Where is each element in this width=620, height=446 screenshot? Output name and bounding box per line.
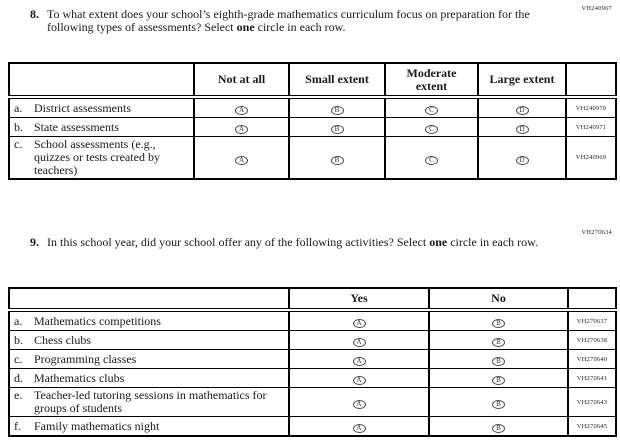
- item-code: VH240970: [566, 97, 616, 118]
- table-row: [9, 118, 616, 137]
- question-number: 9.: [30, 235, 39, 249]
- answer-bubble-no[interactable]: B: [492, 357, 505, 366]
- column-header-yes: Yes: [289, 288, 429, 310]
- q9-response-table: [8, 287, 617, 437]
- answer-bubble-moderate-extent[interactable]: C: [425, 156, 438, 165]
- answer-bubble-large-extent[interactable]: D: [516, 156, 529, 165]
- row-label: Programming classes: [34, 351, 137, 366]
- answer-bubble-yes[interactable]: A: [353, 400, 366, 409]
- answer-bubble-no[interactable]: B: [492, 376, 505, 385]
- row-label: Mathematics clubs: [34, 370, 125, 385]
- answer-bubble-large-extent[interactable]: D: [516, 106, 529, 115]
- answer-bubble-not-at-all[interactable]: A: [235, 156, 248, 165]
- table-row: [9, 310, 616, 331]
- table-row: [9, 97, 616, 118]
- row-label: District assessments: [34, 100, 131, 115]
- question-text-bold: one: [236, 20, 255, 34]
- table-row: [9, 388, 616, 417]
- table-row: [9, 350, 616, 369]
- header-row: [9, 288, 616, 310]
- question-8-code: VH240967: [581, 5, 612, 12]
- header-empty: [9, 288, 289, 310]
- answer-bubble-no[interactable]: B: [492, 338, 505, 347]
- header-code-empty: [566, 63, 616, 97]
- row-label: School assessments (e.g., quizzes or tests created by teachers): [34, 137, 160, 177]
- row-letter: a.: [14, 100, 23, 115]
- answer-bubble-moderate-extent[interactable]: C: [425, 125, 438, 134]
- row-letter: b.: [14, 332, 23, 347]
- answer-bubble-small-extent[interactable]: B: [331, 106, 344, 115]
- table-row: [9, 369, 616, 388]
- item-code: VH270641: [568, 369, 616, 388]
- header-code-empty: [568, 288, 616, 310]
- question-9-code: VH270634: [581, 229, 612, 236]
- answer-bubble-no[interactable]: B: [492, 319, 505, 328]
- row-letter: b.: [14, 119, 23, 134]
- item-code: VH240971: [566, 118, 616, 137]
- row-label: Mathematics competitions: [34, 313, 161, 328]
- question-8: [30, 8, 550, 34]
- row-letter: c.: [14, 351, 23, 366]
- row-label: State assessments: [34, 119, 119, 134]
- column-header-no: No: [429, 288, 568, 310]
- question-text-end: circle in each row.: [447, 235, 539, 249]
- table-row: [9, 417, 616, 437]
- column-header-moderate-extent: Moderate extent: [385, 63, 478, 97]
- item-code: VH270640: [568, 350, 616, 369]
- row-label: Chess clubs: [34, 332, 91, 347]
- column-header-small-extent: Small extent: [289, 63, 385, 97]
- answer-bubble-moderate-extent[interactable]: C: [425, 106, 438, 115]
- row-letter: d.: [14, 370, 23, 385]
- header-row: [9, 63, 616, 97]
- question-text-bold: one: [429, 235, 448, 249]
- answer-bubble-not-at-all[interactable]: A: [235, 106, 248, 115]
- answer-bubble-yes[interactable]: A: [353, 338, 366, 347]
- item-code: VH240969: [566, 137, 616, 180]
- answer-bubble-yes[interactable]: A: [353, 357, 366, 366]
- answer-bubble-yes[interactable]: A: [353, 319, 366, 328]
- table-row: [9, 331, 616, 350]
- question-text: [47, 236, 547, 249]
- question-text-start: To what extent does your school’s eighth-grade mathematics curriculum focus on preparation for the following types of assessments? Select: [47, 7, 530, 34]
- question-text: [47, 8, 541, 34]
- column-header-not-at-all: Not at all: [194, 63, 289, 97]
- item-code: VH270637: [568, 310, 616, 331]
- q8-response-table: [8, 62, 617, 180]
- question-text-start: In this school year, did your school offer any of the following activities? Select: [47, 235, 430, 249]
- table-row: [9, 137, 616, 180]
- answer-bubble-not-at-all[interactable]: A: [235, 125, 248, 134]
- item-code: VH270638: [568, 331, 616, 350]
- row-label: Family mathematics night: [34, 418, 160, 433]
- question-text-end: circle in each row.: [254, 20, 346, 34]
- item-code: VH270643: [568, 388, 616, 417]
- column-header-large-extent: Large extent: [478, 63, 566, 97]
- answer-bubble-yes[interactable]: A: [353, 376, 366, 385]
- item-code: VH270645: [568, 417, 616, 437]
- answer-bubble-small-extent[interactable]: B: [331, 125, 344, 134]
- row-letter: c.: [14, 137, 23, 151]
- row-letter: f.: [14, 418, 21, 433]
- row-letter: a.: [14, 313, 23, 328]
- question-9: [30, 236, 555, 249]
- answer-bubble-large-extent[interactable]: D: [516, 125, 529, 134]
- row-label: Teacher-led tutoring sessions in mathematics for groups of students: [34, 388, 267, 415]
- answer-bubble-no[interactable]: B: [492, 424, 505, 433]
- question-number: 8.: [30, 7, 39, 21]
- row-letter: e.: [14, 388, 23, 402]
- answer-bubble-small-extent[interactable]: B: [331, 156, 344, 165]
- answer-bubble-yes[interactable]: A: [353, 424, 366, 433]
- answer-bubble-no[interactable]: B: [492, 400, 505, 409]
- header-empty: [9, 63, 194, 97]
